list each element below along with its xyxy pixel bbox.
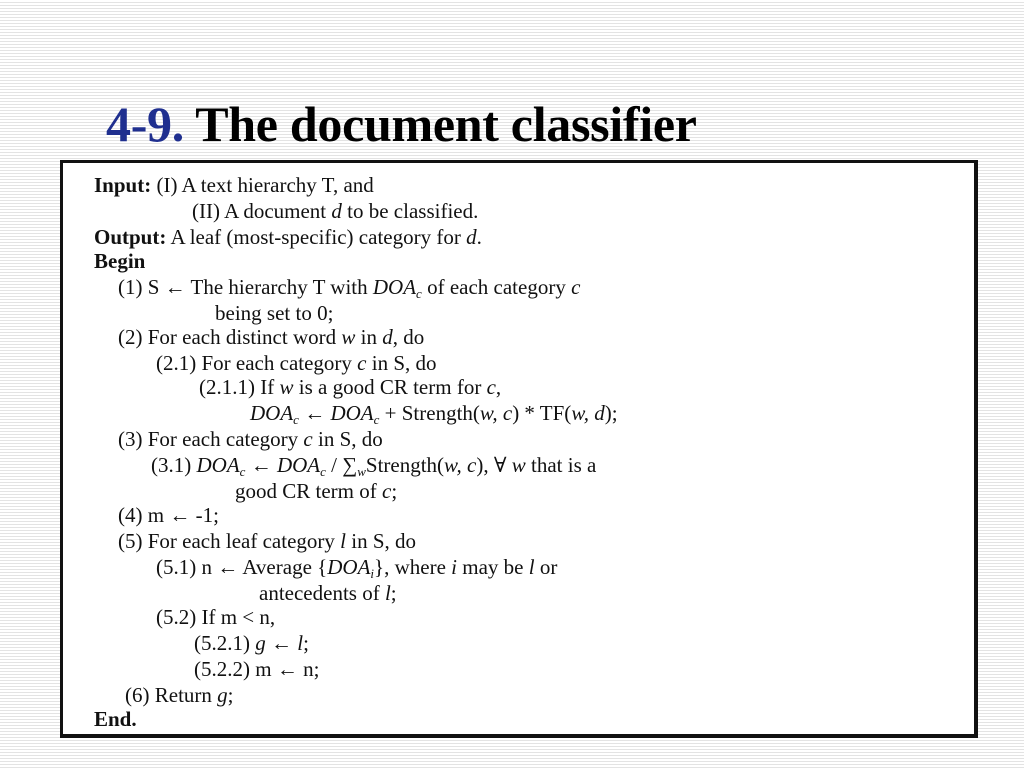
input-line-1: Input: (I) A text hierarchy T, and <box>94 173 374 197</box>
step-6: (6) Return g; <box>125 683 234 707</box>
step-5-2-2: (5.2.2) m ← n; <box>194 657 320 681</box>
step-5-2: (5.2) If m < n, <box>156 605 276 629</box>
step-2-1: (2.1) For each category c in S, do <box>156 351 437 375</box>
step-1-continued: being set to 0; <box>215 301 334 325</box>
begin-keyword: Begin <box>94 249 146 273</box>
step-3-1-continued: good CR term of c; <box>235 479 398 503</box>
step-3-1: (3.1) $DOA_c$ ← $DOA_c$ / $\sum_wStrength(w$, c), ∀ w that is a <box>151 453 597 479</box>
step-5-2-1: (5.2.1) g ← l; <box>194 631 309 655</box>
step-2-1-1: (2.1.1) If w is a good CR term for c, <box>199 375 502 399</box>
end-keyword: End. <box>94 707 137 731</box>
input-label: Input: <box>94 173 152 197</box>
step-5-1-continued: antecedents of l; <box>259 581 397 605</box>
output-label: Output: <box>94 225 167 249</box>
slide-title-text: The document classifier <box>195 96 697 152</box>
input-line-2: (II) A document d to be classified. <box>192 199 479 223</box>
step-1: (1) S ← The hierarchy T with $DOA_c$ of each category c <box>118 275 581 301</box>
step-4: (4) m ← -1; <box>118 503 219 527</box>
step-5-1: (5.1) n ← Average $\{DOA_i\}$, where i may be l or <box>156 555 558 581</box>
slide-number: 4-9. <box>106 96 184 152</box>
step-2-1-1-assignment: $DOA_c$ ← $DOA_c$ + Strength(w, c) * TF(w, d); <box>250 401 618 427</box>
output-line: Output: A leaf (most-specific) category for d. <box>94 225 482 249</box>
algorithm-box <box>60 160 978 738</box>
step-3: (3) For each category c in S, do <box>118 427 383 451</box>
step-5: (5) For each leaf category l in S, do <box>118 529 416 553</box>
step-2: (2) For each distinct word w in d, do <box>118 325 425 349</box>
slide-title <box>106 92 697 156</box>
